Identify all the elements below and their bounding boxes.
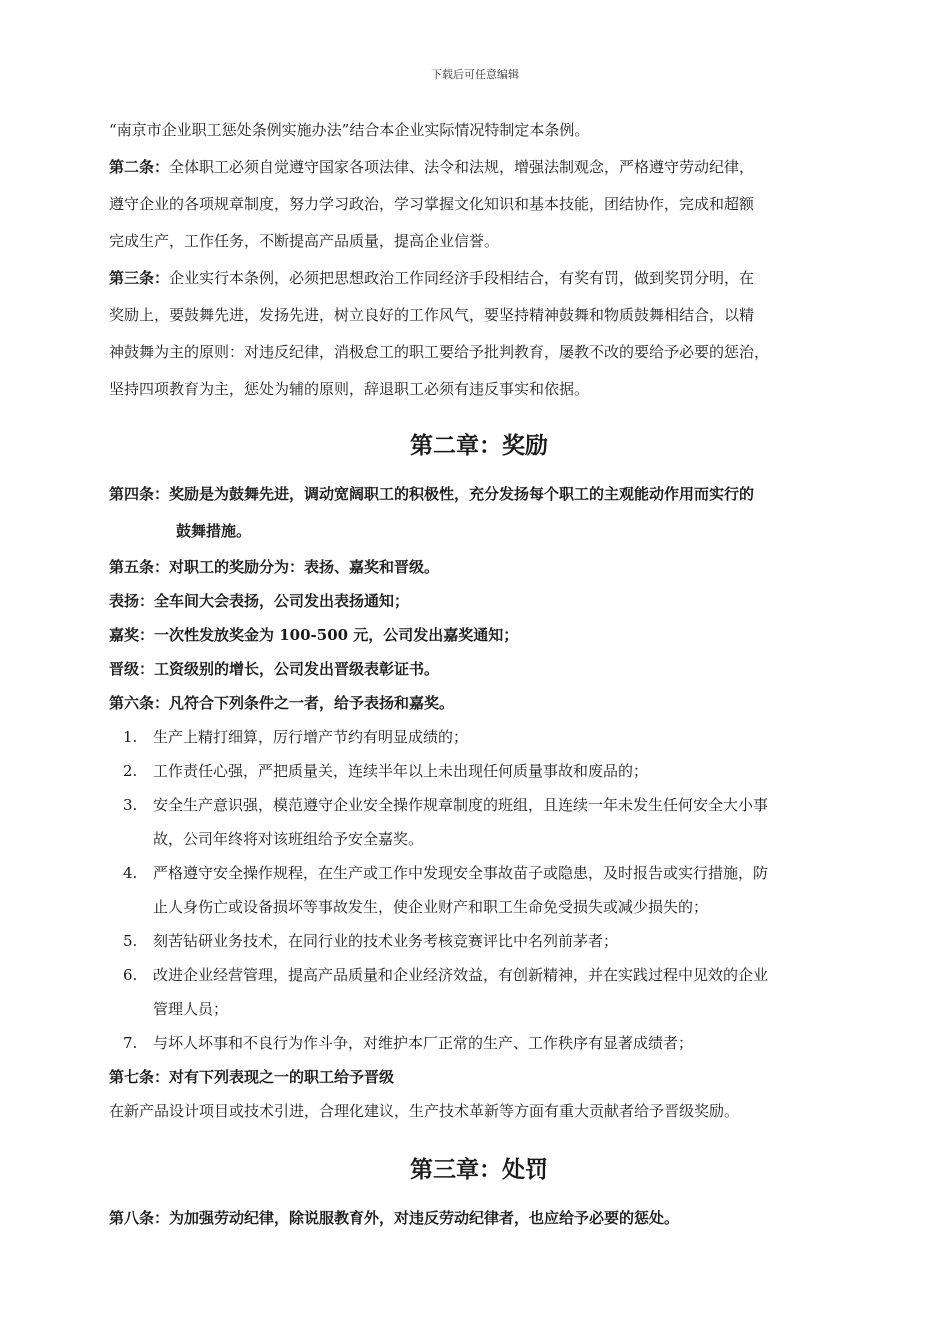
article-3-label: 第三条：: [109, 269, 170, 287]
list-item-text-cont: 管理人员；: [153, 1000, 229, 1018]
list-item-text: 与坏人坏事和不良行为作斗争，对维护本厂正常的生产、工作秩序有显著成绩者；: [153, 1034, 694, 1052]
article-4-line-2: 鼓舞措施。: [176, 522, 252, 540]
promotion-line: 晋级：工资级别的增长，公司发出晋级表彰证书。: [109, 660, 440, 678]
list-item-text: 严格遵守安全操作规程，在生产或工作中发现安全事故苗子或隐患，及时报告或实行措施，防: [153, 864, 769, 882]
list-item-number: 7.: [123, 1034, 138, 1052]
document-body: [109, 112, 849, 1237]
list-item-text-cont: 故，公司年终将对该班组给予安全嘉奖。: [153, 830, 424, 848]
list-item: [109, 924, 849, 958]
list-item-text: 安全生产意识强，模范遵守企业安全操作规章制度的班组，且连续一年未发生任何安全大小事: [153, 796, 769, 814]
list-item-text: 工作责任心强，严把质量关，连续半年以上未出现任何质量事故和废品的；: [153, 762, 649, 780]
article-3-line-2: 奖励上，要鼓舞先进，发扬先进，树立良好的工作风气，要坚持精神鼓舞和物质鼓舞相结合，以精: [109, 306, 755, 324]
commendation-line: 嘉奖：一次性发放奖金为 100-500 元，公司发出嘉奖通知；: [109, 626, 519, 644]
article-4: [109, 476, 849, 550]
article-6: 第六条：凡符合下列条件之一者，给予表扬和嘉奖。: [109, 694, 455, 712]
list-item-number: 2.: [123, 762, 138, 780]
article-3-line-4: 坚持四项教育为主，惩处为辅的原则，辞退职工必须有违反事实和依据。: [109, 380, 590, 398]
list-item-number: 5.: [123, 932, 138, 950]
list-item-text: 刻苦钻研业务技术，在同行业的技术业务考核竞赛评比中名列前茅者；: [153, 932, 619, 950]
list-item: [109, 754, 849, 788]
article-2: [109, 149, 849, 260]
article-3-line-3: 神鼓舞为主的原则：对违反纪律，消极怠工的职工要给予批判教育，屡教不改的要给予必要的惩治，: [109, 343, 770, 361]
article-2-line-3: 完成生产，工作任务，不断提高产品质量，提高企业信誉。: [109, 232, 500, 250]
list-item-number: 6.: [123, 966, 138, 984]
chapter-2-title: 第二章：奖励: [410, 433, 548, 459]
list-item-text: 改进企业经营管理，提高产品质量和企业经济效益，有创新精神，并在实践过程中见效的企业: [153, 966, 769, 984]
list-item: [109, 856, 849, 924]
article-5: 第五条：对职工的奖励分为：表扬、嘉奖和晋级。: [109, 558, 440, 576]
article-2-line-1: 全体职工必须自觉遵守国家各项法律、法令和法规，增强法制观念，严格遵守劳动纪律，: [169, 158, 755, 176]
article-8: 第八条：为加强劳动纪律，除说服教育外，对违反劳动纪律者，也应给予必要的惩处。: [109, 1209, 680, 1227]
list-item-number: 3.: [123, 796, 138, 814]
intro-line: “南京市企业职工惩处条例实施办法”结合本企业实际情况特制定本条例。: [109, 121, 590, 139]
header-note: 下载后可任意编辑: [431, 68, 519, 81]
list-item-number: 1.: [123, 728, 138, 746]
list-item: [109, 958, 849, 1026]
conditions-list: [109, 720, 849, 1060]
article-2-line-2: 遵守企业的各项规章制度，努力学习政治，学习掌握文化知识和基本技能，团结协作，完成和超额: [109, 195, 755, 213]
article-3: [109, 260, 849, 408]
list-item: [109, 788, 849, 856]
praise-line: 表扬：全车间大会表扬，公司发出表扬通知；: [109, 592, 410, 610]
article-7-body: 在新产品设计项目或技术引进，合理化建议，生产技术革新等方面有重大贡献者给予晋级奖励。: [109, 1102, 740, 1120]
list-item-text-cont: 止人身伤亡或设备损坏等事故发生，使企业财产和职工生命免受损失或减少损失的；: [153, 898, 709, 916]
article-2-label: 第二条：: [109, 158, 170, 176]
article-4-line-1: 奖励是为鼓舞先进，调动宽阔职工的积极性，充分发扬每个职工的主观能动作用而实行的: [169, 485, 755, 503]
list-item: [109, 720, 849, 754]
list-item: [109, 1026, 849, 1060]
article-3-line-1: 企业实行本条例，必须把思想政治工作同经济手段相结合，有奖有罚，做到奖罚分明，在: [169, 269, 755, 287]
chapter-3-title: 第三章：处罚: [410, 1157, 548, 1183]
article-7: 第七条：对有下列表现之一的职工给予晋级: [109, 1068, 395, 1086]
list-item-number: 4.: [123, 864, 138, 882]
list-item-text: 生产上精打细算，厉行增产节约有明显成绩的；: [153, 728, 469, 746]
article-4-label: 第四条：: [109, 485, 170, 503]
